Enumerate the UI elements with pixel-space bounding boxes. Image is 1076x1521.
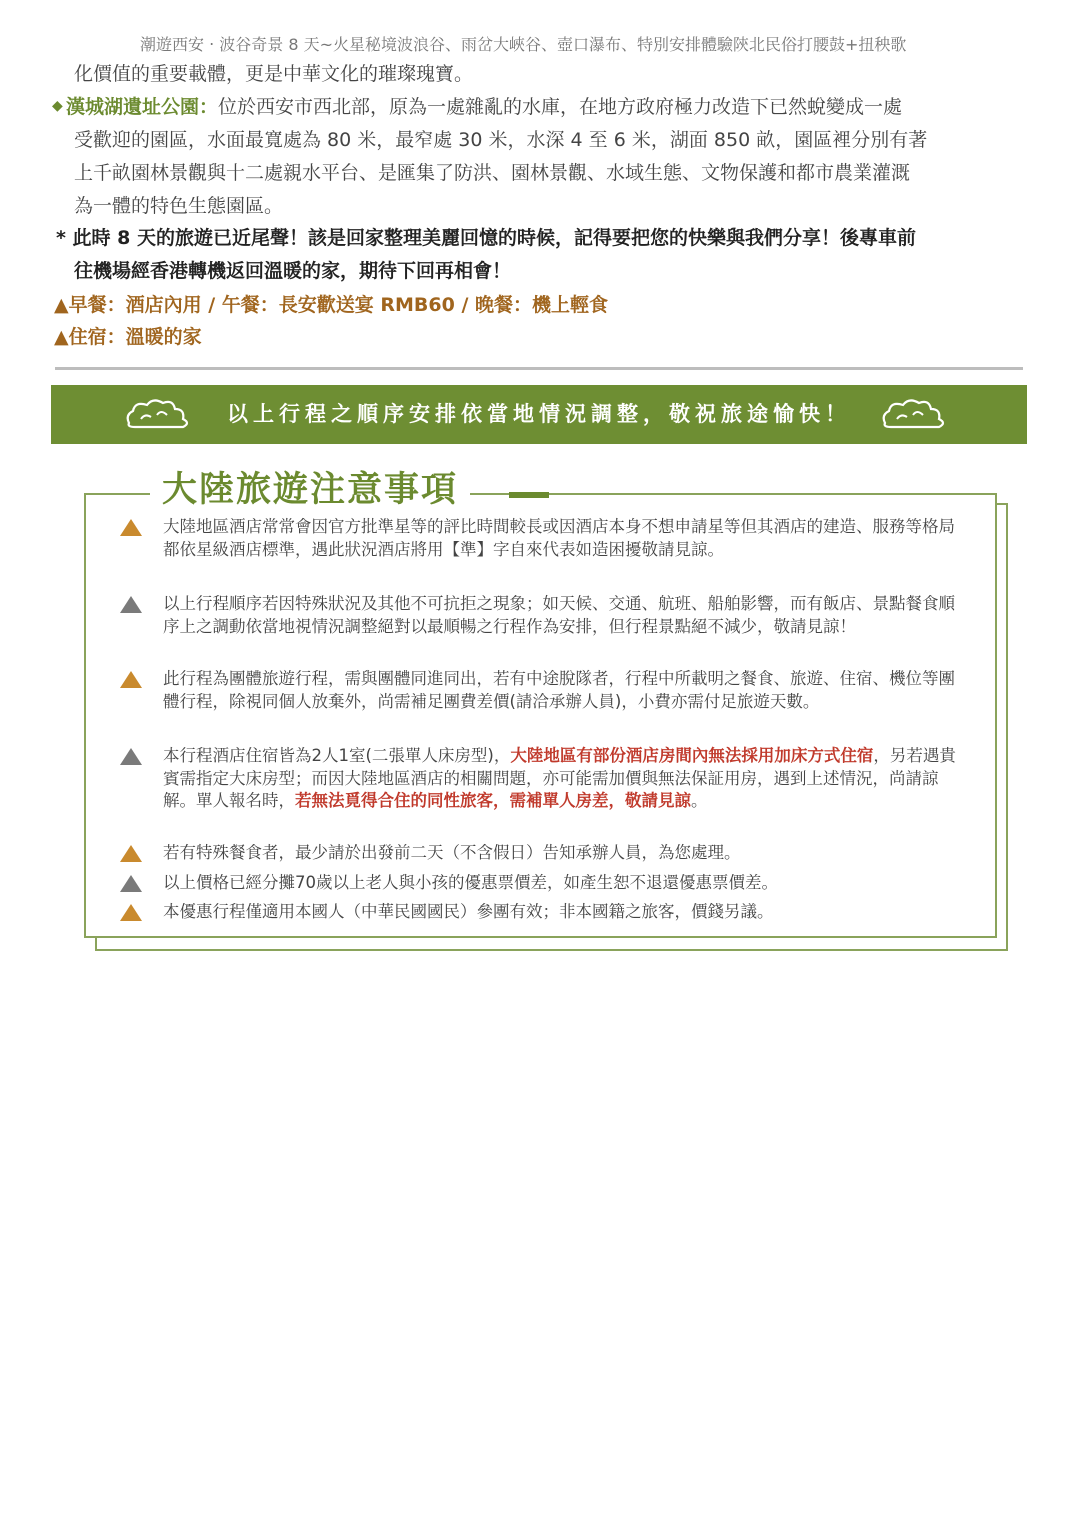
notice-item-2: 以上行程順序若因特殊狀況及其他不可抗拒之現象；如天候、交通、航班、船舶影響，而有飯店、景點餐食順序上之調動依當地視情況調整絕對以最順暢之行程作為安排，但行程景點絕不減少，敬請見諒！: [163, 594, 955, 636]
notice-item-6: 以上價格已經分攤70歲以上老人與小孩的優惠票價差，如產生恕不退還優惠票價差。: [163, 873, 778, 892]
title-dash: [509, 492, 549, 498]
intro-continuation: 化價值的重要載體，更是中華文化的璀璨瑰寶。: [74, 63, 474, 85]
meals-info: ▲早餐：酒店內用 / 午餐：長安歡送宴 RMB60 / 晚餐：機上輕食: [54, 294, 609, 316]
spot-line-4: 為一體的特色生態園區。: [74, 195, 284, 217]
notice-item-3: 此行程為團體旅遊行程，需與團體同進同出，若有中途脫隊者，行程中所載明之餐食、旅遊、住宿、機位等團體行程，除視同個人放棄外，尚需補足團費差價(請洽承辦人員)，小費亦需付足旅遊天數。: [163, 669, 955, 711]
notice-4-highlight-a: 大陸地區有部份酒店房間內無法採用加床方式住宿: [510, 746, 874, 765]
triangle-bullet-icon: [120, 875, 142, 892]
spot-title: 漢城湖遺址公園：: [66, 96, 219, 118]
notice-item-7: 本優惠行程僅適用本國人（中華民國國民）參團有效；非本國籍之旅客，價錢另議。: [163, 902, 774, 921]
notice-title: 大陸旅遊注意事項: [150, 462, 470, 512]
triangle-bullet-icon: [120, 671, 142, 688]
closing-line-1: * 此時 8 天的旅遊已近尾聲！該是回家整理美麗回憶的時候，記得要把您的快樂與我們分享！後專車前: [56, 227, 917, 249]
spot-line-3: 上千畝園林景觀與十二處親水平台、是匯集了防洪、園林景觀、水域生態、文物保護和都市農業灌溉: [74, 162, 911, 184]
spot-line-1: 位於西安市西北部，原為一處雜亂的水庫，在地方政府極力改造下已然蛻變成一處: [218, 96, 903, 118]
section-divider: [55, 367, 1023, 370]
cloud-ornament-right-icon: [877, 395, 957, 435]
notice-4-part-a: 本行程酒店住宿皆為2人1室(二張單人床房型)，: [163, 746, 511, 765]
triangle-bullet-icon: [120, 519, 142, 536]
banner-text: 以上行程之順序安排依當地情況調整，敬祝旅途愉快！: [227, 402, 851, 426]
notice-item-4: [163, 745, 963, 813]
notice-4-part-e: 。: [691, 791, 708, 810]
triangle-bullet-icon: [120, 845, 142, 862]
notice-4-part-c: ，另若遇貴賓需指定大床房型；而因大陸地區酒店的相關問題，亦可能需加價與無法保証用房，遇到上述情況，尚請諒解。單人報名時，: [163, 746, 956, 810]
page-header: 潮遊西安 ‧ 波谷奇景 8 天~火星秘境波浪谷、雨岔大峽谷、壺口瀑布、特別安排體驗陝北民俗打腰鼓+扭秧歌: [140, 35, 907, 54]
lodging-info: ▲住宿：溫暖的家: [54, 326, 202, 348]
diamond-bullet-icon: ◆: [52, 98, 63, 114]
triangle-bullet-icon: [120, 904, 142, 921]
notice-4-highlight-b: 若無法覓得合住的同性旅客，需補單人房差，敬請見諒: [295, 791, 691, 810]
closing-line-2: 往機場經香港轉機返回溫暖的家，期待下回再相會！: [74, 260, 512, 282]
banner: [51, 385, 1027, 444]
notice-item-1: 大陸地區酒店常常會因官方批準星等的評比時間較長或因酒店本身不想申請星等但其酒店的建造、服務等格局都依星級酒店標準，遇此狀況酒店將用【準】字自來代表如造困擾敬請見諒。: [163, 517, 955, 559]
spot-paragraph: [66, 91, 1026, 124]
triangle-bullet-icon: [120, 596, 142, 613]
triangle-bullet-icon: [120, 748, 142, 765]
notice-item-5: 若有特殊餐食者，最少請於出發前二天（不含假日）告知承辦人員，為您處理。: [163, 843, 741, 862]
spot-line-2: 受歡迎的園區，水面最寬處為 80 米，最窄處 30 米，水深 4 至 6 米，湖面 850 畝，園區裡分別有著: [74, 129, 928, 151]
